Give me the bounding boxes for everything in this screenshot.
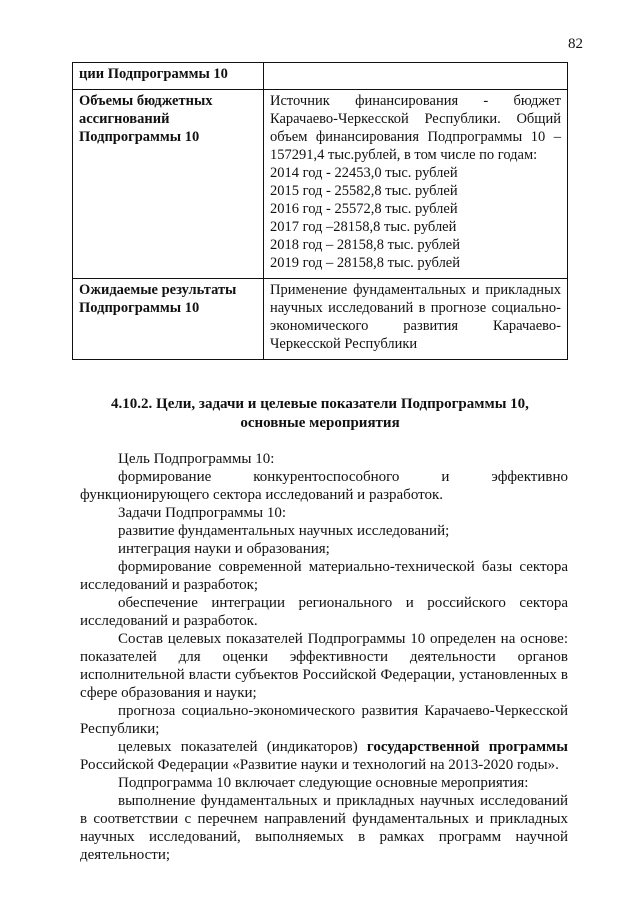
paragraph: Задачи Подпрограммы 10: [118,505,287,521]
paragraph: обеспечение интеграции регионального и российского сектора исследований и разработок. [80,595,568,629]
table-label-cell: ции Подпрограммы 10 [73,63,264,90]
section-heading [80,395,560,433]
table-row [73,90,568,279]
paragraph: формирование современной материально-технической базы сектора исследований и разработок; [80,559,568,593]
year-line: 2014 год - 22453,0 тыс. рублей [270,165,458,181]
body-text [80,450,568,864]
paragraph: Состав целевых показателей Подпрограммы 10 определен на основе: показателей для оценки эффективности деятельности органов исполнительной власти субъектов Российской Федерации, установленных в сфере образования и науки; [80,631,568,701]
paragraph: прогноза социально-экономического развития Карачаево-Черкесской Республики; [80,703,568,737]
paragraph: выполнение фундаментальных и прикладных научных исследований в соответствии с перечнем направлений фундаментальных и прикладных научных исследований, выполняемых в рамках программ научной деятельности; [80,793,568,863]
table-label-cell: Объемы бюджетных ассигнований Подпрограммы 10 [73,90,264,279]
year-line: 2016 год - 25572,8 тыс. рублей [270,201,458,217]
paragraph: развитие фундаментальных научных исследований; [118,523,450,539]
funding-text: Источник финансирования - бюджет Карачаево-Черкесской Республики. Общий объем финансирования Подпрограммы 10 – 157291,4 тыс.рублей, в том числе по годам: [270,93,561,163]
funding-cell [264,90,568,279]
table-row [73,63,568,90]
section-heading-line: 4.10.2. Цели, задачи и целевые показатели Подпрограммы 10, [111,396,529,412]
passport-table [72,62,568,360]
paragraph [80,738,568,774]
section-heading-line: основные мероприятия [240,415,400,431]
paragraph-text: Российской Федерации «Развитие науки и технологий на 2013-2020 годы». [80,757,559,773]
year-line: 2017 год –28158,8 тыс. рублей [270,219,457,235]
table-value-cell [264,63,568,90]
paragraph: формирование конкурентоспособного и эффективно функционирующего сектора исследований и разработок. [80,469,568,503]
paragraph: интеграция науки и образования; [118,541,330,557]
table-row [73,279,568,360]
paragraph: Цель Подпрограммы 10: [118,451,275,467]
table-label-cell: Ожидаемые результаты Подпрограммы 10 [73,279,264,360]
paragraph: Подпрограмма 10 включает следующие основные мероприятия: [118,775,529,791]
year-line: 2018 год – 28158,8 тыс. рублей [270,237,461,253]
year-line: 2019 год – 28158,8 тыс. рублей [270,255,461,271]
year-line: 2015 год - 25582,8 тыс. рублей [270,183,458,199]
page-number: 82 [568,36,583,52]
program-name-bold: государственной программы [366,739,568,755]
expected-results-cell: Применение фундаментальных и прикладных научных исследований в прогнозе социально-экономического развития Карачаево-Черкесской Республики [264,279,568,360]
paragraph-text: целевых показателей (индикаторов) [118,739,367,755]
